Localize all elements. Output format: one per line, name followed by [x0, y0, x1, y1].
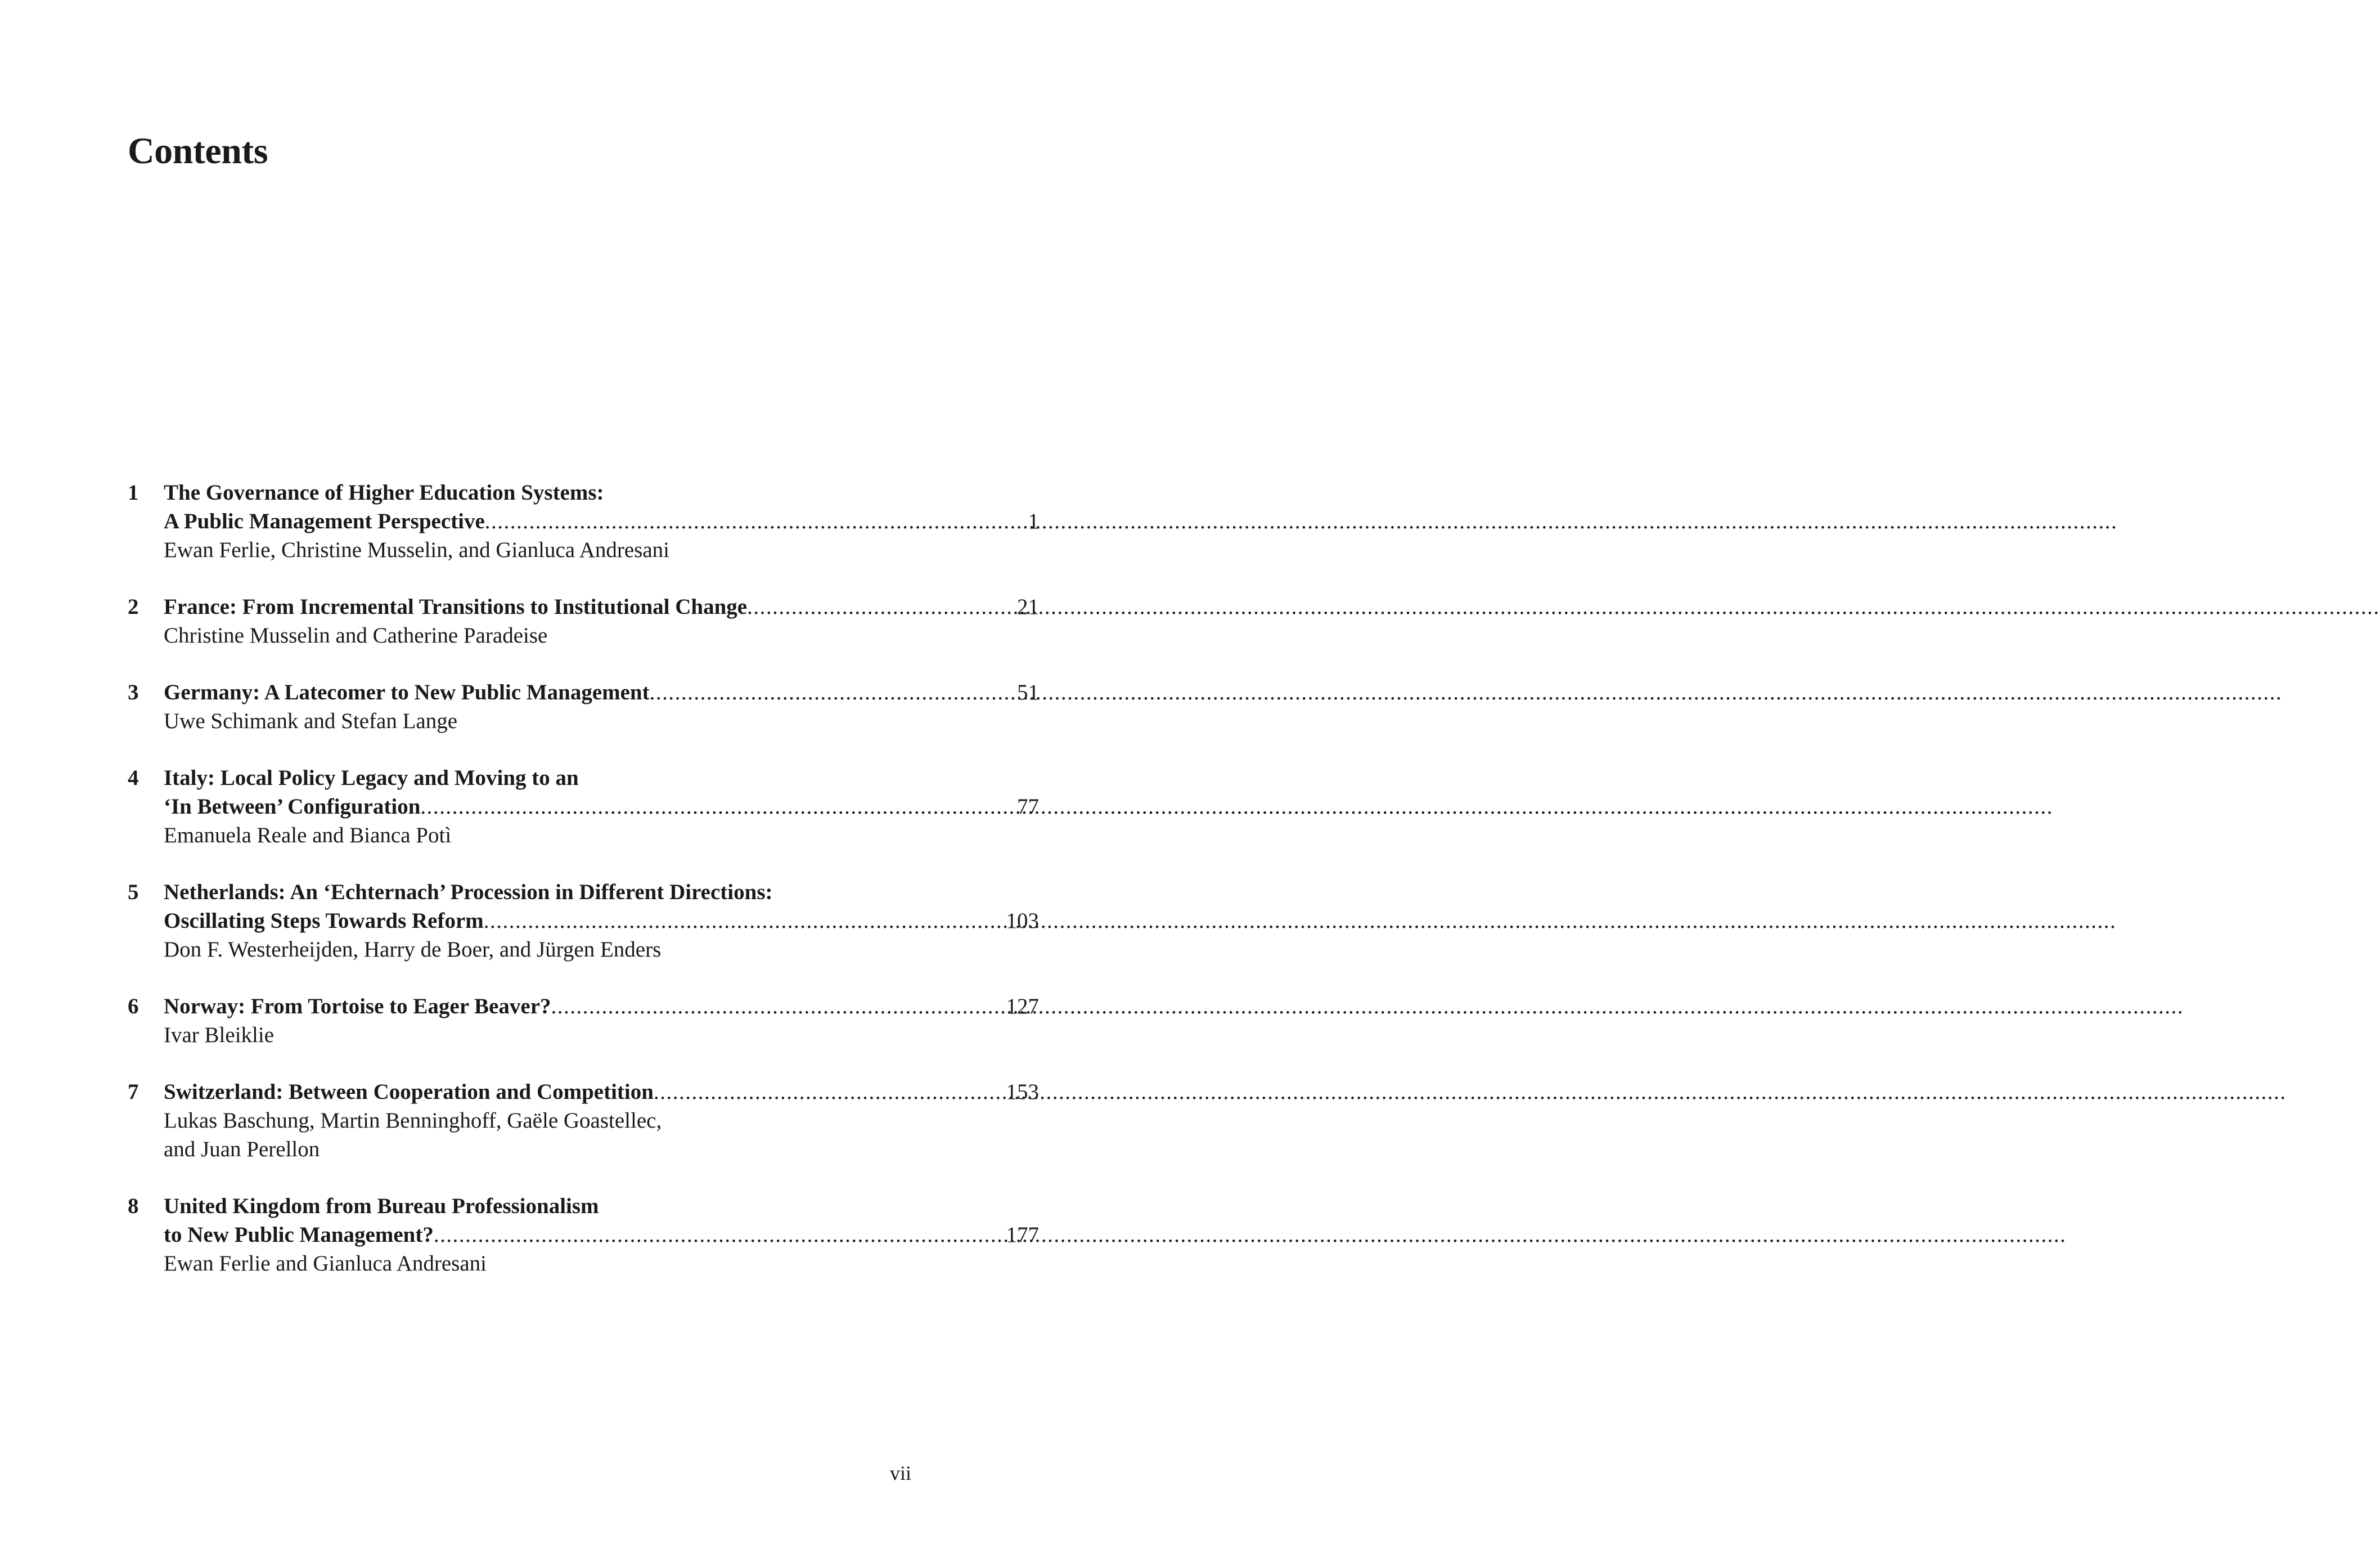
chapter-title-line: Switzerland: Between Cooperation and Competition [164, 1080, 654, 1104]
toc-entry-2 [128, 593, 1039, 650]
chapter-title-line: The Governance of Higher Education Systems: [164, 481, 604, 505]
chapter-page-number: 153 [1006, 1080, 1039, 1104]
chapter-title-line: ‘In Between’ Configuration [164, 795, 421, 819]
chapter-authors: Ewan Ferlie, Christine Musselin, and Gianluca Andresani [164, 538, 669, 562]
chapter-page-number: 1 [1028, 509, 1039, 533]
dot-leader [650, 678, 2283, 707]
chapter-title-line: A Public Management Perspective [164, 509, 485, 533]
chapter-title-line: United Kingdom from Bureau Professionalism [164, 1194, 599, 1218]
chapter-title-line: Germany: A Latecomer to New Public Management [164, 680, 650, 704]
chapter-title-line: Oscillating Steps Towards Reform [164, 909, 484, 933]
toc-entry-5 [128, 878, 1039, 964]
toc-entry-7 [128, 1078, 1039, 1164]
chapter-number: 6 [128, 994, 139, 1018]
chapter-number: 5 [128, 880, 139, 904]
dot-leader [747, 593, 2380, 621]
dot-leader [654, 1078, 2287, 1106]
chapter-authors: Don F. Westerheijden, Harry de Boer, and Jürgen Enders [164, 937, 662, 962]
chapter-authors: and Juan Perellon [164, 1137, 320, 1161]
chapter-page-number: 77 [1017, 795, 1039, 819]
page-folio: vii [889, 1462, 911, 1484]
chapter-title-line: Netherlands: An ‘Echternach’ Procession in Different Directions: [164, 880, 773, 904]
chapter-number: 3 [128, 680, 139, 704]
chapter-number: 8 [128, 1194, 139, 1218]
chapter-title-line: Italy: Local Policy Legacy and Moving to an [164, 766, 579, 790]
dot-leader [420, 792, 2053, 821]
chapter-page-number: 21 [1017, 595, 1039, 619]
chapter-page-number: 127 [1006, 994, 1039, 1018]
chapter-authors: Ewan Ferlie and Gianluca Andresani [164, 1251, 487, 1276]
chapter-authors: Emanuela Reale and Bianca Potì [164, 823, 452, 847]
chapter-number: 7 [128, 1080, 139, 1104]
chapter-title-line: to New Public Management? [164, 1223, 434, 1247]
chapter-authors: Lukas Baschung, Martin Benninghoff, Gaële Goastellec, [164, 1108, 662, 1133]
chapter-number: 1 [128, 481, 139, 505]
chapter-page-number: 103 [1006, 909, 1039, 933]
chapter-authors: Ivar Bleiklie [164, 1023, 275, 1047]
toc-entry-8 [128, 1192, 1039, 1278]
chapter-title-line: France: From Incremental Transitions to Institutional Change [164, 595, 748, 619]
chapter-title-line: Norway: From Tortoise to Eager Beaver? [164, 994, 551, 1018]
chapter-page-number: 177 [1006, 1223, 1039, 1247]
toc-entry-4 [128, 764, 1039, 850]
dot-leader [485, 507, 2118, 536]
page-title: Contents [128, 131, 268, 172]
dot-leader [551, 992, 2184, 1021]
dot-leader [484, 906, 2117, 935]
toc-entry-3 [128, 678, 1039, 735]
toc-entry-6 [128, 992, 1039, 1049]
chapter-authors: Christine Musselin and Catherine Paradeise [164, 623, 548, 648]
toc-entry-1 [128, 478, 1039, 564]
chapter-number: 4 [128, 766, 139, 790]
chapter-authors: Uwe Schimank and Stefan Lange [164, 709, 458, 733]
dot-leader [434, 1220, 2067, 1249]
chapter-page-number: 51 [1017, 680, 1039, 704]
chapter-number: 2 [128, 595, 139, 619]
